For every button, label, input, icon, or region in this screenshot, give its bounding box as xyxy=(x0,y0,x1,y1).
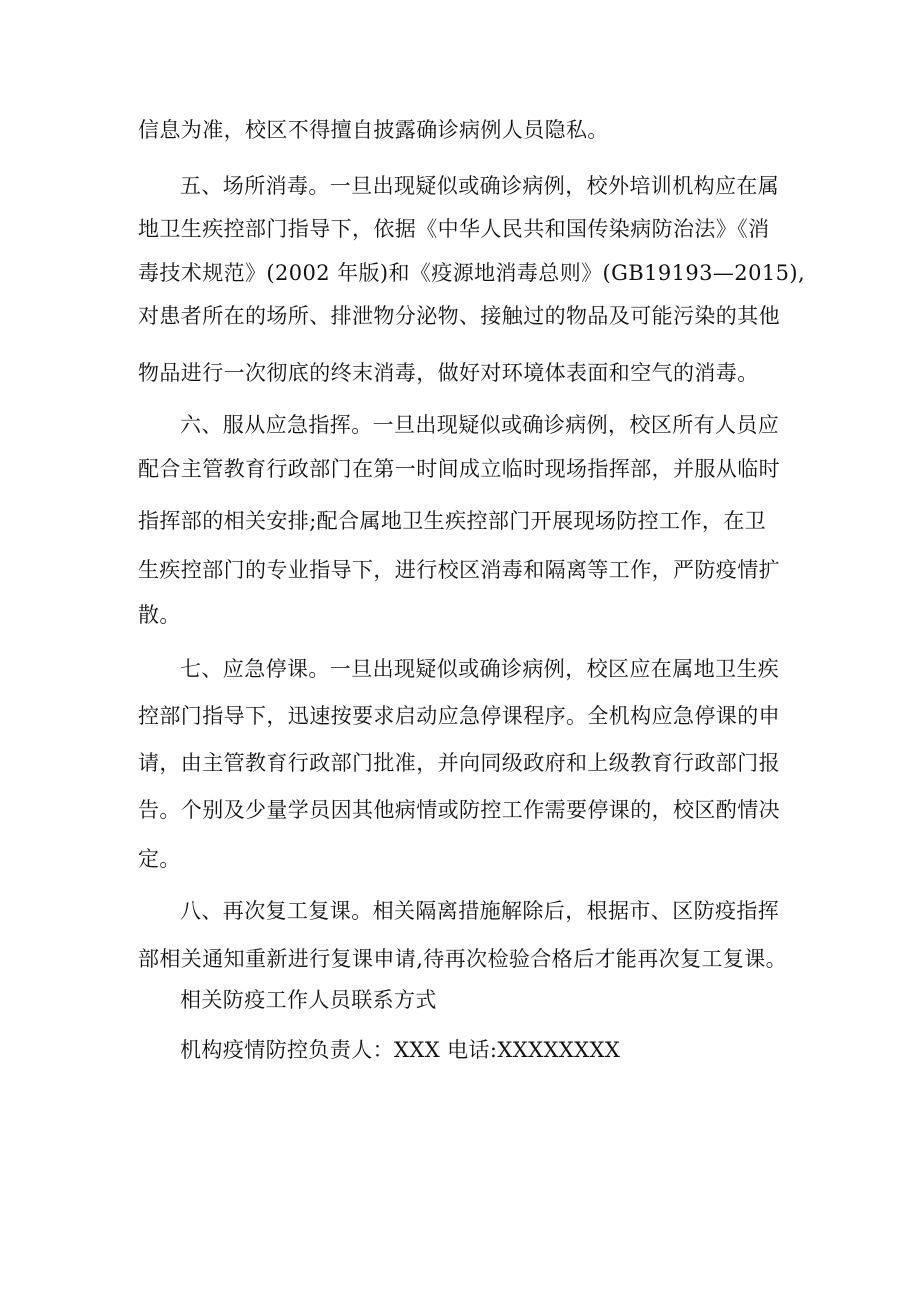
section-7-line-5: 定。 xyxy=(138,847,181,871)
section-6-line-3: 指挥部的相关安排;配合属地卫生疾控部门开展现场防控工作，在卫 xyxy=(138,509,767,533)
section-6-line-5: 散。 xyxy=(138,603,181,627)
section-5-line-1: 五、场所消毒。一旦出现疑似或确诊病例，校外培训机构应在属 xyxy=(180,174,780,198)
section-7-line-1: 七、应急停课。一旦出现疑似或确诊病例，校区应在属地卫生疾 xyxy=(180,657,780,681)
section-5-line-4: 对患者所在的场所、排泄物分泌物、接触过的物品及可能污染的其他 xyxy=(138,304,780,328)
continuation-line-1: 信息为准，校区不得擅自披露确诊病例人员隐私。 xyxy=(138,118,609,142)
section-6-line-4: 生疾控部门的专业指导下，进行校区消毒和隔离等工作，严防疫情扩 xyxy=(138,558,780,582)
section-8-line-1: 八、再次复工复课。相关隔离措施解除后，根据市、区防疫指挥 xyxy=(180,899,780,923)
section-6-line-1: 六、服从应急指挥。一旦出现疑似或确诊病例，校区所有人员应 xyxy=(180,413,780,437)
section-7-line-4: 告。个别及少量学员因其他病情或防控工作需要停课的，校区酌情决 xyxy=(138,798,780,822)
section-5-line-3: 毒技术规范》(2002 年版)和《疫源地消毒总则》(GB19193—2015), xyxy=(138,261,806,285)
contacts-heading: 相关防疫工作人员联系方式 xyxy=(180,988,437,1012)
section-5-line-2: 地卫生疾控部门指导下，依据《中华人民共和国传染病防治法》《消 xyxy=(138,217,770,241)
section-6-line-2: 配合主管教育行政部门在第一时间成立临时现场指挥部，并服从临时 xyxy=(138,457,780,481)
section-7-line-2: 控部门指导下，迅速按要求启动应急停课程序。全机构应急停课的申 xyxy=(138,704,780,728)
contacts-person: 机构疫情防控负责人：XXX 电话:XXXXXXXX xyxy=(180,1038,621,1062)
section-5-line-5: 物品进行一次彻底的终末消毒，做好对环境体表面和空气的消毒。 xyxy=(138,361,759,385)
section-8-line-2: 部相关通知重新进行复课申请,待再次检验合格后才能再次复工复课。 xyxy=(138,947,788,971)
section-7-line-3: 请，由主管教育行政部门批准，并向同级政府和上级教育行政部门报 xyxy=(138,751,780,775)
